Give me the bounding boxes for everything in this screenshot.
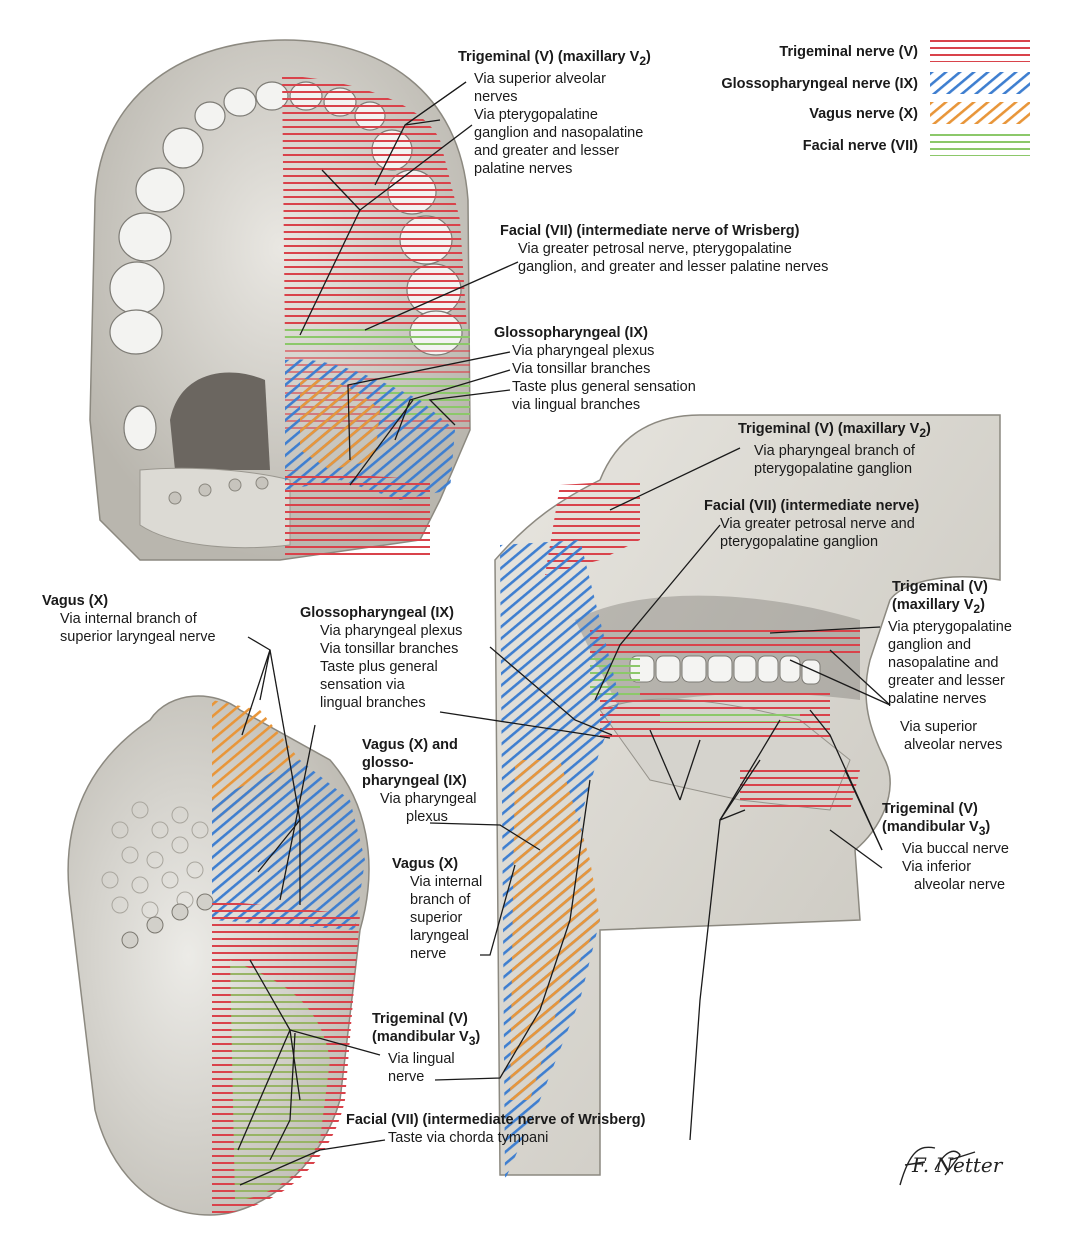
sagittal-vagus-label: Vagus (X) Via internal branch of superior laryngeal nerve: [392, 856, 483, 962]
legend-label-trigeminal: Trigeminal nerve (V): [779, 44, 918, 60]
sagittal-trigeminal-mandibular-label: Trigeminal (V) (mandibular $V_3$) Via buccal nerve Via inferior alveolar nerve: [882, 801, 1009, 893]
legend-label-glossopharyngeal: Glossopharyngeal nerve (IX): [721, 76, 918, 92]
legend-swatch-facial: [930, 134, 1030, 156]
sagittal-vagus-glosso-label: Vagus (X) and glosso- pharyngeal (IX) Via pharyngeal plexus: [362, 737, 477, 825]
svg-text:F. Netter: F. Netter: [912, 1153, 1003, 1177]
legend-swatch-vagus: [930, 102, 1030, 124]
sagittal-trigeminal-maxillary-top-label: Trigeminal (V) (maxillary $V_2$) Via pharyngeal branch of pterygopalatine ganglion: [738, 421, 931, 477]
tongue-figure: [68, 696, 369, 1215]
legend-swatch-trigeminal: [930, 40, 1030, 62]
palate-facial-label: Facial (VII) (intermediate nerve of Wrisberg) Via greater petrosal nerve, pterygopalatine ganglion, and greater and lesser palatine nerves: [500, 223, 829, 275]
sagittal-trigeminal-maxillary-right-label: Trigeminal (V) (maxillary $V_2$) Via pterygopalatine ganglion and nasopalatine and greater and lesser palatine nerves: [888, 579, 1012, 707]
tongue-facial-label: Facial (VII) (intermediate nerve of Wrisberg) Taste via chorda tympani: [346, 1112, 646, 1146]
artist-signature: [900, 1147, 1004, 1185]
legend-label-vagus: Vagus nerve (X): [809, 106, 918, 122]
sagittal-facial-label: Facial (VII) (intermediate nerve) Via greater petrosal nerve and pterygopalatine ganglion: [704, 498, 920, 550]
sagittal-superior-alveolar-label: Via superior alveolar nerves: [900, 719, 1003, 753]
palate-glossopharyngeal-label: Glossopharyngeal (IX) Via pharyngeal plexus Via tonsillar branches Taste plus general sensation via lingual branches: [494, 325, 696, 413]
palate-trigeminal-label: Trigeminal (V) (maxillary $V_2$) Via superior alveolar nerves Via pterygopalatine ganglion and nasopalatine and greater and lesser palatine nerves: [458, 49, 651, 177]
sagittal-glossopharyngeal-label: Glossopharyngeal (IX) Via pharyngeal plexus Via tonsillar branches Taste plus general sensation via lingual branches: [300, 605, 463, 711]
tongue-vagus-label: Vagus (X) Via internal branch of superior laryngeal nerve: [42, 593, 216, 645]
legend-label-facial: Facial nerve (VII): [802, 138, 918, 154]
tongue-trigeminal-mandibular-label: Trigeminal (V) (mandibular $V_3$) Via lingual nerve: [372, 1011, 481, 1085]
palate-figure: [90, 40, 470, 560]
legend-swatch-glossopharyngeal: [930, 72, 1030, 94]
